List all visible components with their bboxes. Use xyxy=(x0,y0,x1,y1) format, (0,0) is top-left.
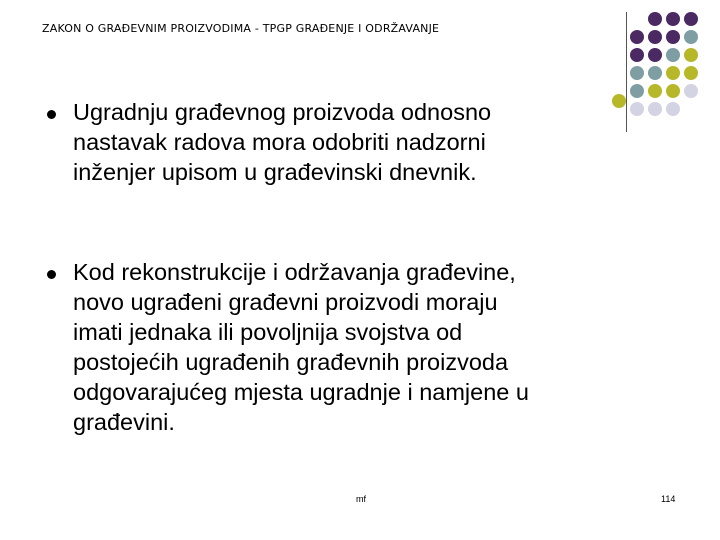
decor-dot xyxy=(666,66,680,80)
bullet-text-1 xyxy=(73,97,663,187)
text-line: novo ugrađeni građevni proizvodi moraju xyxy=(73,289,498,315)
bullet-marker xyxy=(47,270,56,279)
decor-dot xyxy=(648,48,662,62)
decor-dot xyxy=(666,84,680,98)
decor-dot xyxy=(630,48,644,62)
decor-dot xyxy=(648,30,662,44)
decor-dot xyxy=(684,30,698,44)
text-line: imati jednaka ili povoljnija svojstva od xyxy=(73,319,463,345)
decor-dot xyxy=(666,102,680,116)
decor-dot xyxy=(684,84,698,98)
text-line: inženjer upisom u građevinski dnevnik. xyxy=(73,159,477,185)
text-line: postojećih ugrađenih građevnih proizvoda xyxy=(73,349,509,375)
text-line: Ugradnju građevnog proizvoda odnosno xyxy=(73,99,492,125)
decor-dot xyxy=(630,84,644,98)
text-line: građevini. xyxy=(73,409,175,435)
bullet-text-2 xyxy=(73,257,663,437)
decor-dot xyxy=(684,66,698,80)
footer-author: mf xyxy=(356,494,366,504)
text-line: odgovarajućeg mjesta ugradnje i namjene u xyxy=(73,379,529,405)
text-line: Kod rekonstrukcije i održavanja građevine, xyxy=(73,259,516,285)
decor-dot xyxy=(648,84,662,98)
slide-header: ZAKON O GRAĐEVNIM PROIZVODIMA - TPGP GRAĐENJE I ODRŽAVANJE xyxy=(42,22,440,35)
decor-dot xyxy=(666,12,680,26)
decor-dot xyxy=(666,30,680,44)
decor-dot xyxy=(648,12,662,26)
bullet-marker xyxy=(47,110,56,119)
decor-dot xyxy=(648,66,662,80)
decor-dot xyxy=(630,66,644,80)
page-number: 114 xyxy=(661,494,676,504)
decor-dot xyxy=(684,48,698,62)
decor-dot xyxy=(666,48,680,62)
text-line: nastavak radova mora odobriti nadzorni xyxy=(73,129,486,155)
decor-dot xyxy=(630,30,644,44)
decor-dot xyxy=(684,12,698,26)
